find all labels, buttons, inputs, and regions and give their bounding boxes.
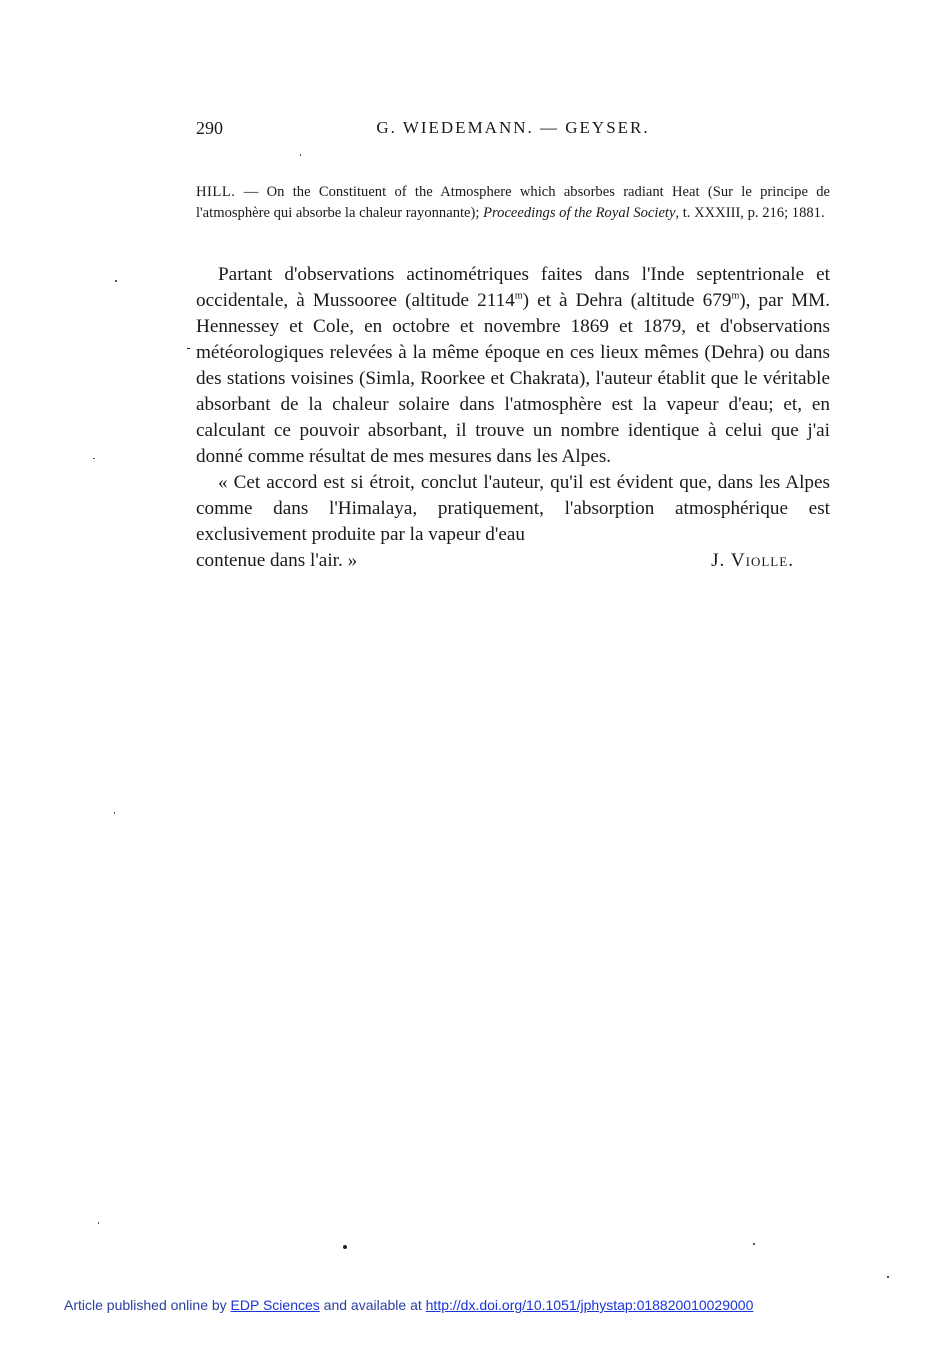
reference-title: On the Constituent of the Atmosphere which absorbes radiant Heat (Sur le principe de l'atmosphère qui absorbe la chaleur rayonnante); [196,184,831,221]
running-head: G. WIEDEMANN. — GEYSER. [376,118,650,137]
reference-details: , t. XXXIII, p. 216; 1881. [675,205,825,221]
scan-speck [114,812,115,814]
bibliographic-reference [196,182,830,224]
page-number: 290 [196,118,223,138]
paragraph-2: « Cet accord est si étroit, conclut l'auteur, qu'il est évident que, dans les Alpes comme dans l'Himalaya, pratiquement, l'absorption atmosphérique est exclusivement produite par la vapeur d'eau [196,472,830,545]
scan-speck [300,154,301,156]
scan-speck [343,1245,347,1249]
page-header [196,118,830,142]
scan-speck [98,1222,99,1224]
publisher-link[interactable]: EDP Sciences [230,1297,320,1313]
reference-journal: Proceedings of the Royal Society [483,205,676,221]
paragraph-2-last-line: contenue dans l'air. » [196,550,358,571]
scan-speck [753,1243,755,1245]
scan-speck [93,458,95,459]
paragraph-1-part-a: Partant d'observations actinométriques faites dans l'Inde septentrionale et occidentale, à Mussooree (altitude 2114 [196,264,830,311]
footer-middle: and available at [319,1297,426,1313]
publisher-footer [64,1297,884,1313]
doi-link[interactable]: http://dx.doi.org/10.1051/jphystap:018820010029000 [425,1297,754,1313]
paragraph-1-part-c: ), par MM. Hennessey et Cole, en octobre et novembre 1869 et 1879, et d'observations météorologiques relevées à la même époque en ces lieux mêmes (Dehra) ou dans des stations voisines (Simla, Roorkee et Chakrata), l'auteur établit que le véritable absorbant de la chaleur solaire dans l'atmosphère est la vapeur d'eau; et, en calculant ce pouvoir absorbant, il trouve un nombre identique à celui que j'ai donné comme résultat de mes mesures dans les Alpes. [196,290,831,467]
paragraph-1-part-b: ) et à Dehra (altitude 679 [522,290,732,311]
scan-speck [887,1276,889,1278]
reference-dash: — [235,184,267,200]
superscript-meter-1: m [514,290,523,302]
article-body [196,262,830,574]
scan-speck [115,280,117,282]
closing-line [196,548,830,574]
signature: J. Violle. [711,550,794,571]
footer-prefix: Article published online by [64,1297,231,1313]
reference-author: HILL. [196,184,236,200]
paragraph-1 [196,262,830,470]
scan-speck [187,348,190,349]
superscript-meter-2: m [731,290,740,302]
